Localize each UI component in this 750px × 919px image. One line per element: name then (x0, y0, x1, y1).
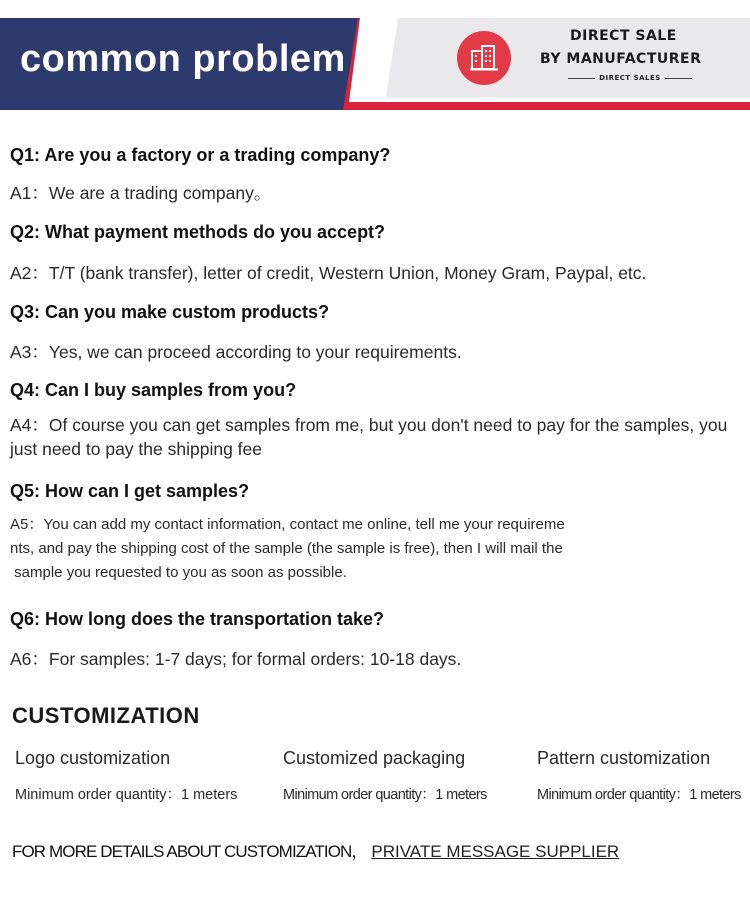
faq-answer-5-line: sample you requested to you as soon as possible. (10, 564, 347, 581)
brand-headline: DIRECT SALE (570, 28, 677, 44)
faq-question-2: Q2: What payment methods do you accept? (10, 222, 386, 242)
customization-item-name: Customized packaging (283, 748, 466, 768)
private-message-link[interactable]: PRIVATE MESSAGE SUPPLIER (371, 842, 620, 861)
customization-item-name: Pattern customization (537, 748, 711, 768)
customization-item-pattern (537, 748, 741, 804)
customization-item-moq: Minimum order quantity：1 meters (283, 787, 487, 803)
divider (568, 78, 595, 79)
faq-answer-3: A3：Yes, we can proceed according to your requirements. (10, 342, 462, 362)
customization-item-moq: Minimum order quantity：1 meters (15, 787, 238, 803)
brand-tagline-text: DIRECT SALES (599, 74, 661, 82)
factory-building-icon (457, 31, 511, 85)
customization-item-moq: Minimum order quantity：1 meters (537, 787, 741, 803)
contact-prompt: FOR MORE DETAILS ABOUT CUSTOMIZATION， (12, 842, 368, 861)
faq-question-1: Q1: Are you a factory or a trading company? (10, 145, 391, 165)
faq-answer-1: A1：We are a trading company。 (10, 183, 272, 203)
brand-subheadline: BY MANUFACTURER (540, 51, 702, 67)
faq-answer-2: A2：T/T (bank transfer), letter of credit, Western Union, Money Gram, Paypal, etc. (10, 263, 647, 283)
customization-item-logo (15, 748, 237, 804)
faq-question-5: Q5: How can I get samples? (10, 481, 250, 501)
faq-question-6: Q6: How long does the transportation take? (10, 609, 385, 629)
customization-item-name: Logo customization (15, 748, 171, 768)
customization-title: CUSTOMIZATION (12, 703, 200, 728)
page-title: common problem (20, 38, 346, 80)
brand-tagline (568, 72, 692, 84)
faq-answer-5-line: A5：You can add my contact information, contact me online, tell me your requireme (10, 516, 565, 533)
faq-answer-6: A6：For samples: 1-7 days; for formal orders: 10-18 days. (10, 649, 462, 669)
faq-question-3: Q3: Can you make custom products? (10, 302, 330, 322)
faq-question-4: Q4: Can I buy samples from you? (10, 380, 297, 400)
header-banner (0, 18, 750, 110)
faq-answer-5 (10, 513, 620, 585)
divider (665, 78, 692, 79)
customization-contact-line (12, 837, 619, 862)
faq-answer-4: A4：Of course you can get samples from me, but you don't need to pay for the samples, you just need to pay the shipping fee (10, 415, 728, 459)
customization-item-packaging (283, 748, 487, 804)
faq-answer-5-line: nts, and pay the shipping cost of the sample (the sample is free), then I will mail the (10, 540, 563, 557)
